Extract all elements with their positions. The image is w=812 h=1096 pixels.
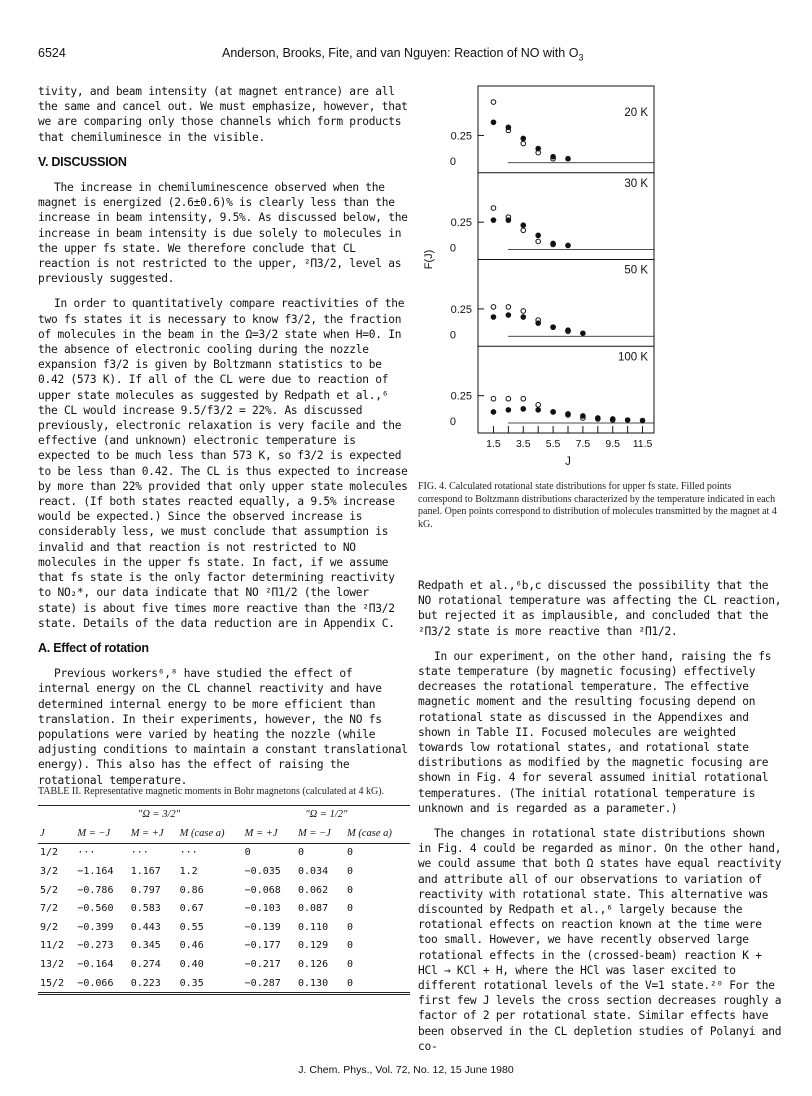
table-cell: 0 [346,866,353,878]
table-cell: 15/2 [40,977,65,989]
filled-data-point [506,407,512,413]
table-cell: 0 [346,977,353,989]
filled-data-point [520,222,526,228]
filled-data-point [625,417,631,423]
table-caption: TABLE II. Representative magnetic moments in Bohr magnetons (calculated at 4 kG). [38,786,385,797]
group-header-omega-1-2: "Ω = 1/2" [305,809,348,821]
filled-data-point [640,418,646,424]
table-cell: −0.068 [244,884,281,896]
filled-data-point [491,217,497,223]
paragraph: In order to quantitatively compare reactivities of the two fs states it is necessary to know f3/2, the fraction of molecules in the beam in the Ω=3/2 state when H=0. In the absence of electronic cooling during the nozzle expansion f3/2 is given by Boltzmann statistics to be 0.42 (573 K). If all of the CL were due to reaction of upper state molecules as suggested by Redpath et al.,⁶ the CL would increase 9.5/f3/2 = 22%. As discussed previously, electronic relaxation is very facile and the effective (and unknown) electronic temperature is expected to be much less than 573 K, so f3/2 is expected to be less than 0.42. The CL is thus expected to increase by more than 22% provided that only upper state molecules react. (If both states reacted equally, a 9.5% increase would be expected.) Since the observed increase is considerably less, we must conclude that assumption is invalid and that reaction is not restricted to NO molecules in the upper fs state. In fact, if we assume that fs state is the only factor determining reactivity to NO₂*, our data indicate that NO ²Π1/2 (the lower state) is about five times more reactive than the ²Π3/2 state. Details of the data reduction are in Appendix C. [38,297,408,630]
table-row [38,937,410,956]
table-cell: 0.087 [298,903,329,915]
filled-data-point [610,416,616,422]
filled-data-point [520,136,526,142]
y-tick-label: 0 [449,416,456,428]
table-cell: 5/2 [40,884,59,896]
open-data-point [521,396,526,401]
filled-data-point [580,330,586,336]
figure-4-plot [416,78,716,468]
y-tick-label: 0 [449,155,456,168]
section-heading-discussion: V. DISCUSSION [38,154,127,169]
table-cell: −0.217 [244,959,281,971]
paragraph-intro: tivity, and beam intensity (at magnet entrance) are all the same and cancel out. We must emphasize, however, that we are comparing only those channels which form products that chemiluminesce in the visible. [38,85,408,144]
panel-temperature-label: 50 K [624,264,648,277]
table-cell: −0.560 [77,903,114,915]
table-cell: ··· [77,847,96,859]
column-header: J [40,827,45,839]
open-data-point [491,396,496,401]
table-cell: 0 [346,921,353,933]
paragraph: The changes in rotational state distributions shown in Fig. 4 could be regarded as minor. On the other hand, we could assume that both Ω states have equal reactivity and attribute all of our observations to variation of reactivity with rotational state. This alternative was discounted by Redpath et al.,⁶ largely because the rotational effects on reaction known at the time were too small. However, we have recently observed large rotational effects in the (crossed-beam) reaction K + HCl → KCl + H, where the HCl was laser excited to different rotational levels of the V=1 state.²⁰ For the first few J levels the cross section decreases roughly a factor of 2 per rotational state. Similar effects have been observed in the CL depletion studies of Polanyi and co- [418,827,782,1053]
filled-data-point [565,243,571,249]
table-cell: 1.2 [179,866,198,878]
filled-data-point [565,327,571,333]
panel-temperature-label: 20 K [624,107,648,119]
group-header-omega-3-2: "Ω = 3/2" [137,809,181,821]
subsection-heading-rotation: A. Effect of rotation [38,640,149,655]
table-cell: 0.86 [179,884,204,896]
filled-data-point [506,125,512,131]
open-data-point [521,309,526,314]
open-data-point [506,396,511,401]
filled-data-point [580,413,586,419]
column-header: M = −J [298,827,331,839]
left-column [38,84,410,798]
table-cell: 0 [346,903,353,915]
table-cell: 0 [244,847,251,859]
open-data-point [491,100,496,105]
y-tick-label: 0 [449,242,456,255]
open-data-point [491,206,496,211]
x-axis-label: J [565,456,571,468]
table-cell: −0.287 [244,977,281,989]
filled-data-point [550,154,556,160]
table-cell: 1.167 [130,866,161,878]
y-tick-label: 0.25 [450,303,472,316]
table-cell: 0.062 [298,884,329,896]
table-cell: 0.46 [179,940,204,952]
table-cell: 0.443 [130,921,161,933]
table-cell: 0.130 [298,977,329,989]
table-cell: −0.399 [77,921,114,933]
paragraph: Previous workers⁶,⁸ have studied the effect of internal energy on the CL channel reactivity and have determined internal energy to be more efficient than translation. In their experiments, however, the NO fs populations were varied by heating the nozzle (while adjusting conditions to maintain a constant translational energy). This also has the effect of raising the rotational temperature. [38,667,408,787]
table-cell: −0.103 [244,903,281,915]
column-header: M = +J [244,827,278,839]
table-cell: 13/2 [40,959,65,971]
y-tick-label: 0.25 [450,130,472,143]
x-tick-label: 7.5 [575,438,591,450]
figure-caption: FIG. 4. Calculated rotational state distributions for upper fs state. Filled points correspond to Boltzmann distributions characterized by the temperature indicated in each panel. Open points correspond to distribution of molecules transmitted by the magnet at 4 kG. [418,481,777,530]
paragraph: In our experiment, on the other hand, raising the fs state temperature (by magnetic focusing) effectively decreases the rotational temperature. The effective magnetic moment and the resulting focusing depend on rotational state as discussed in the Appendixes and shown in Table II. Focused molecules are weighted towards low rotational states, and rotational state distributions as modified by the magnetic focusing are shown in Fig. 4 for several assumed initial rotational temperatures. (The initial rotational temperature is unknown and is regarded as a parameter.) [418,649,772,815]
table-cell: 0.345 [130,940,161,952]
filled-data-point [595,415,601,421]
filled-data-point [550,324,556,330]
table-ii [38,786,410,995]
magnetic-moment-table [38,806,410,993]
y-tick-label: 0 [449,329,456,342]
y-tick-label: 0.25 [450,217,472,230]
table-row [38,899,410,918]
column-header: M (case a) [179,827,225,839]
table-cell: 0.223 [130,977,161,989]
table-cell: −0.786 [77,884,114,896]
table-cell: 1/2 [40,847,59,859]
open-data-point [491,305,496,310]
y-tick-label: 0.25 [450,390,472,403]
table-cell: ··· [130,847,149,859]
open-data-point [506,305,511,310]
table-cell: 0.126 [298,959,329,971]
table-row [38,881,410,900]
filled-data-point [491,409,497,415]
filled-data-point [565,411,571,417]
table-row [38,955,410,974]
paragraph: The increase in chemiluminescence observed when the magnet is energized (2.6±0.6)% is clearly less than the increase in beam intensity, 9.5%. As discussed below, the increase in beam intensity is due solely to molecules in the upper fs state. We therefore conclude that CL reaction is not restricted to the upper, ²Π3/2, level as previously suggested. [38,181,408,286]
table-row [38,843,410,862]
table-cell: −0.177 [244,940,281,952]
open-data-point [536,403,541,408]
table-cell: 0.55 [179,921,204,933]
filled-data-point [506,217,512,223]
x-tick-label: 9.5 [605,438,621,450]
open-data-point [521,228,526,233]
running-title: Anderson, Brooks, Fite, and van Nguyen: Reaction of NO with $O_3$ [222,46,584,63]
table-cell: 0.797 [130,884,161,896]
filled-data-point [520,314,526,320]
paragraph: Redpath et al.,⁶b,c discussed the possibility that the NO rotational temperature was affecting the CL reaction, but rejected it as implausible, and concluded that the ²Π3/2 state is more reactive than ²Π1/2. [418,579,782,638]
column-header: M = −J [77,827,111,839]
table-cell: ··· [179,847,198,859]
x-tick-label: 5.5 [545,438,561,450]
table-row [38,862,410,881]
filled-data-point [550,409,556,415]
x-tick-label: 1.5 [486,438,501,450]
filled-data-point [565,156,571,162]
table-cell: 0.274 [130,959,161,971]
table-cell: 11/2 [40,940,65,952]
open-data-point [536,239,541,244]
table-cell: 0 [346,959,353,971]
filled-data-point [491,119,497,125]
table-cell: −0.273 [77,940,114,952]
table-cell: 0 [346,884,353,896]
filled-data-point [535,407,541,413]
table-cell: −0.164 [77,959,114,971]
filled-data-point [535,233,541,239]
table-cell: 0.110 [298,921,329,933]
table-row [38,974,410,993]
filled-data-point [550,241,556,247]
column-header: M = +J [130,827,164,839]
filled-data-point [491,314,497,320]
x-tick-label: 11.5 [632,438,653,450]
table-cell: 0 [346,940,353,952]
right-column [418,578,782,1064]
table-cell: 0.35 [179,977,204,989]
filled-data-point [535,146,541,152]
journal-footer: J. Chem. Phys., Vol. 72, No. 12, 15 June 1980 [298,1064,514,1076]
table-cell: 3/2 [40,866,59,878]
filled-data-point [506,312,512,318]
panel-temperature-label: 100 K [617,351,648,364]
table-cell: −0.035 [244,866,281,878]
table-cell: 0.034 [298,866,329,878]
table-cell: 7/2 [40,903,59,915]
table-cell: 0.583 [130,903,161,915]
filled-data-point [535,320,541,326]
panel-temperature-label: 30 K [624,177,648,190]
page-number: 6524 [38,46,66,60]
table-cell: −1.164 [77,866,114,878]
open-data-point [521,141,526,146]
column-header: M (case a) [346,827,392,839]
y-axis-label: F(J) [423,249,435,270]
table-cell: 0.67 [179,903,204,915]
table-cell: 9/2 [40,921,59,933]
table-cell: 0 [298,847,305,859]
table-cell: −0.066 [77,977,114,989]
x-tick-label: 3.5 [515,438,531,450]
table-cell: −0.139 [244,921,281,933]
table-cell: 0.40 [179,959,204,971]
table-row [38,918,410,937]
filled-data-point [520,406,526,412]
table-cell: 0.129 [298,940,329,952]
table-cell: 0 [346,847,353,859]
